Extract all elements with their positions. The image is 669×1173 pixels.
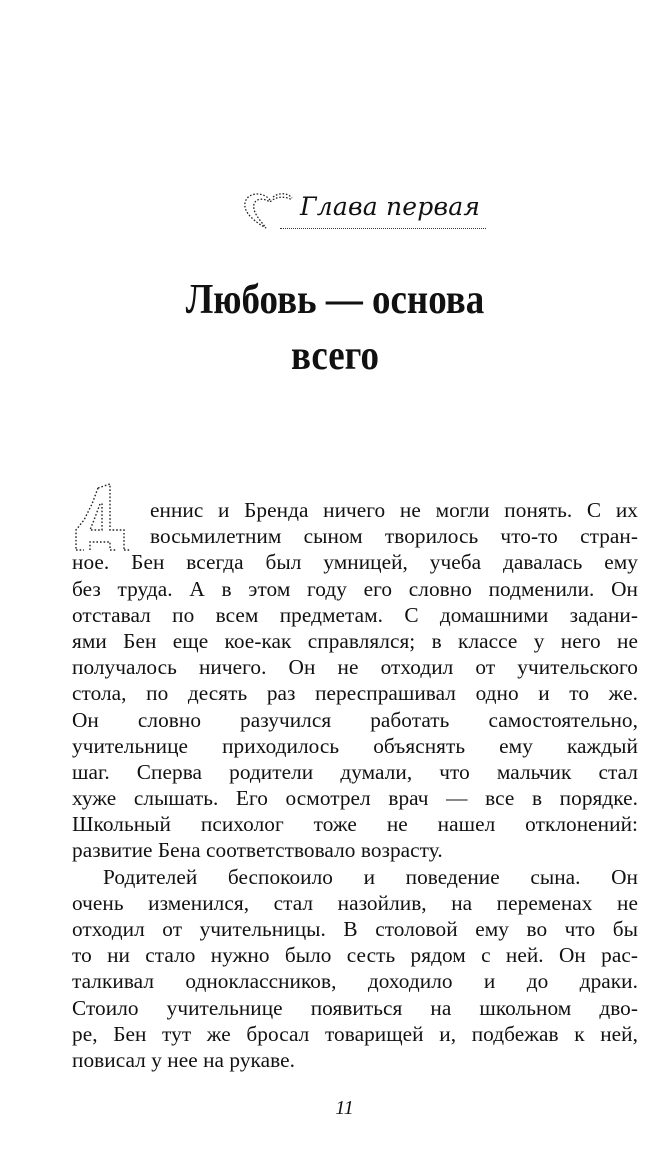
text-line: хуже слышать. Его осмотрел врач — все в порядке. (72, 786, 638, 811)
text-line: учительнице приходилось объяснять ему каждый (72, 733, 638, 758)
text-line: ное. Бен всегда был умницей, учеба давалась ему (72, 550, 638, 575)
text-line: восьмилетним сыном творилось что-то стран- (150, 524, 638, 549)
text-line: стола, по десять раз переспрашивал одно и то же. (72, 681, 638, 706)
title-line-2: всего (290, 333, 380, 379)
text-line: получалось ничего. Он не отходил от учительского (72, 655, 638, 680)
text-line: отходил от учительницы. В столовой ему во что бы (72, 917, 638, 941)
text-line: без труда. А в этом году его словно подменили. Он (72, 576, 638, 601)
chapter-dotted-underline (280, 228, 486, 229)
text-line: ре, Бен тут же бросал товарищей и, подбежав к ней, (72, 1021, 638, 1046)
text-line: ями Бен еще кое-как справлялся; в классе у него не (72, 628, 638, 653)
text-line: отставал по всем предметам. С домашними задани- (72, 602, 638, 627)
text-line: Он словно разучился работать самостоятельно, (72, 707, 638, 732)
text-line: развитие Бена соответствовало возрасту. (72, 838, 443, 863)
page-number: 11 (335, 1097, 354, 1119)
chapter-heading: Глава первая (300, 192, 481, 221)
text-line: Родителей беспокоило и поведение сына. Он (103, 864, 638, 889)
chapter-title (93, 272, 577, 384)
text-line: Школьный психолог тоже не нашел отклонений: (72, 812, 638, 837)
text-line: то ни стало нужно было сесть рядом с ней. Он рас- (72, 943, 638, 968)
heart-icon (240, 190, 294, 230)
body-text (72, 497, 638, 1073)
chapter-label (240, 186, 500, 236)
text-line: талкивал одноклассников, доходило и до драки. (72, 969, 638, 994)
text-line: шаг. Сперва родители думали, что мальчик стал (72, 759, 638, 784)
text-line: повисал у нее на рукаве. (72, 1047, 295, 1072)
text-line: еннис и Бренда ничего не могли понять. С их (150, 498, 638, 522)
title-line-1: Любовь — основа (185, 277, 485, 323)
text-line: очень изменился, стал назойлив, на переменах не (72, 890, 638, 915)
text-line: Стоило учительнице появиться на школьном дво- (72, 995, 638, 1020)
